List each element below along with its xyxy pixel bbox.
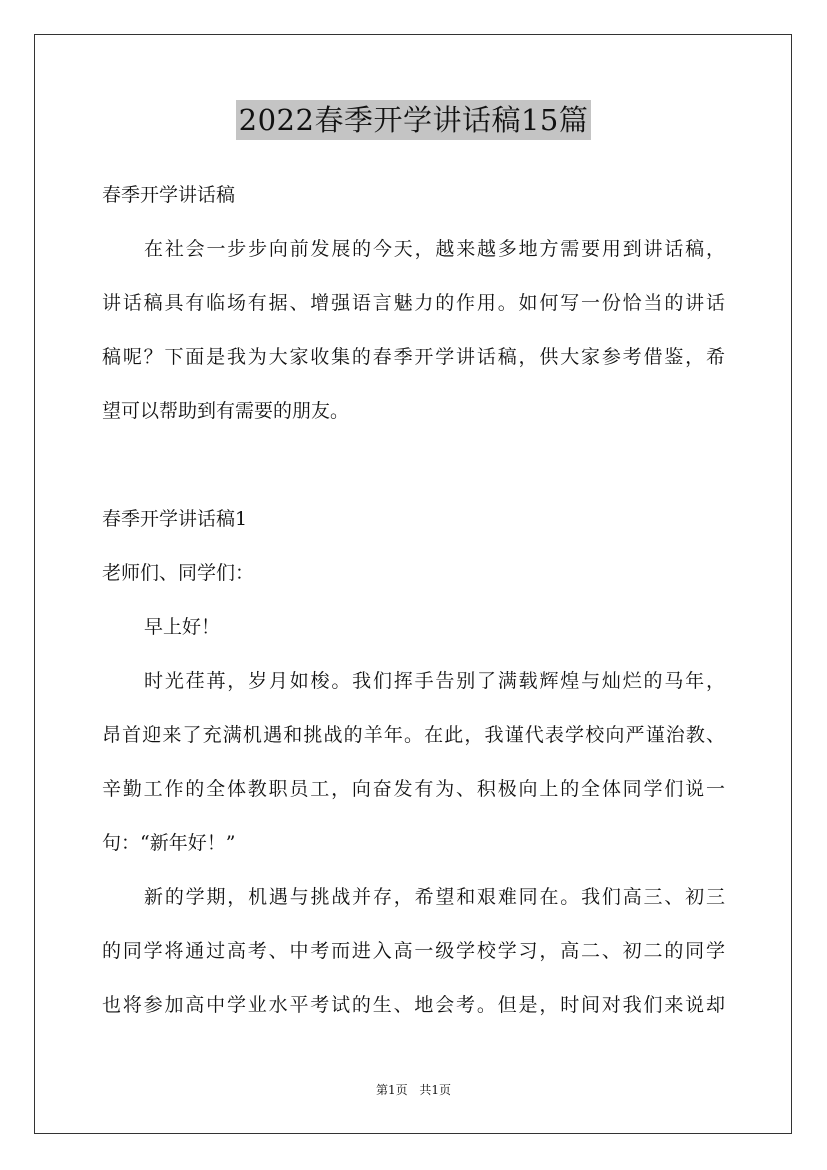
para1-line-4: 句：“新年好！” [102, 832, 236, 854]
title-container [0, 100, 827, 140]
intro-line-2: 讲话稿具有临场有据、增强语言魅力的作用。如何写一份恰当的讲话 [102, 292, 725, 314]
section-heading: 春季开学讲话稿1 [102, 508, 248, 530]
para2-line-3: 也将参加高中学业水平考试的生、地会考。但是，时间对我们来说却 [102, 994, 725, 1016]
page-number-current: 第1页 [375, 1083, 408, 1097]
para1-line-1: 时光荏苒，岁月如梭。我们挥手告别了满载辉煌与灿烂的马年， [144, 670, 725, 692]
document-title: 2022春季开学讲话稿15篇 [236, 100, 592, 140]
para2-line-1: 新的学期，机遇与挑战并存，希望和艰难同在。我们高三、初三 [144, 886, 725, 908]
salutation: 老师们、同学们： [102, 562, 255, 584]
para1-line-3: 辛勤工作的全体教职员工，向奋发有为、积极向上的全体同学们说一 [102, 778, 725, 800]
intro-line-4: 望可以帮助到有需要的朋友。 [102, 400, 350, 422]
page-number-total: 共1页 [419, 1083, 452, 1097]
intro-line-3: 稿呢？下面是我为大家收集的春季开学讲话稿，供大家参考借鉴，希 [102, 346, 725, 368]
greeting: 早上好！ [144, 616, 221, 638]
page-footer [0, 1082, 827, 1098]
intro-line-1: 在社会一步步向前发展的今天，越来越多地方需要用到讲话稿， [144, 238, 725, 260]
para2-line-2: 的同学将通过高考、中考而进入高一级学校学习，高二、初二的同学 [102, 940, 725, 962]
para1-line-2: 昂首迎来了充满机遇和挑战的羊年。在此，我谨代表学校向严谨治教、 [102, 724, 725, 746]
intro-heading: 春季开学讲话稿 [102, 184, 236, 206]
